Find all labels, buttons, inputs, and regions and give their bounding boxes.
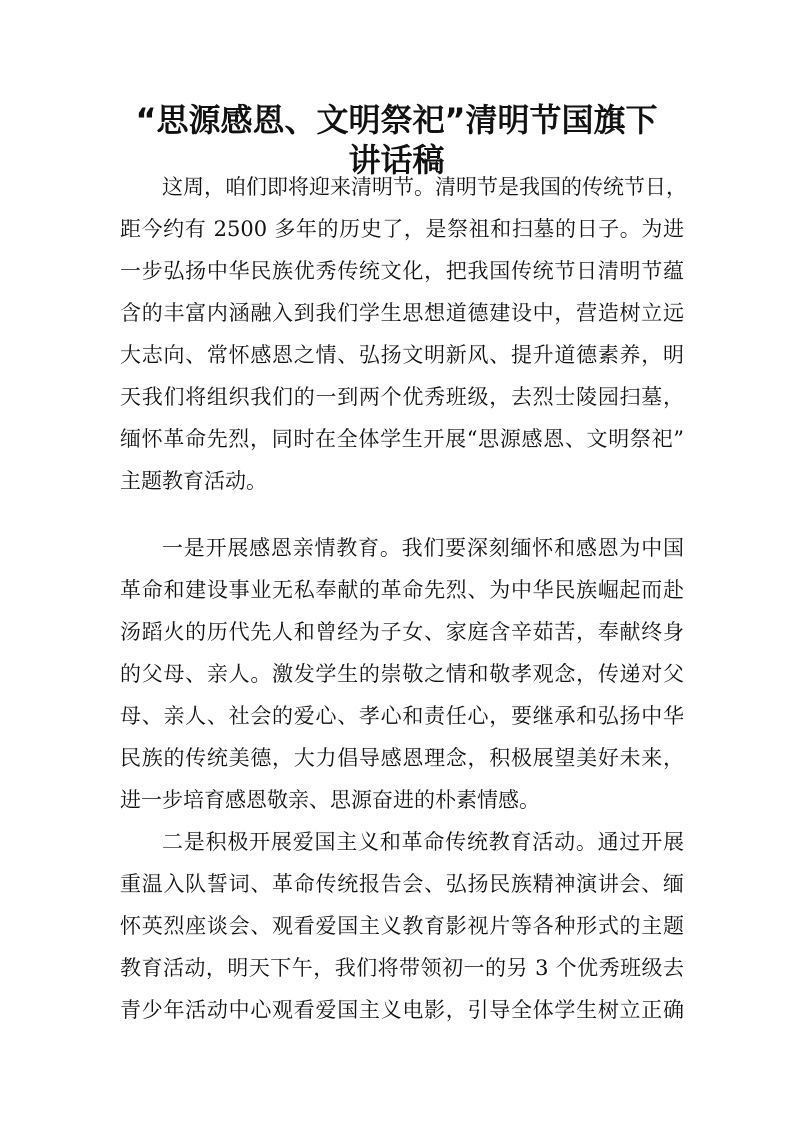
text-line: 母、亲人、社会的爱心、孝心和责任心，要继承和弘扬中华	[120, 704, 684, 728]
text-line: 教育活动，明天下午，我们将带领初一的另 3 个优秀班级去	[120, 956, 684, 980]
text-line: 大志向、常怀感恩之情、弘扬文明新风、提升道德素养，明	[120, 343, 684, 367]
text-line: 一步弘扬中华民族优秀传统文化，把我国传统节日清明节蕴	[120, 259, 684, 283]
paragraph-patriotic-education	[120, 821, 684, 1031]
document-title-line-1: “思源感恩、文明祭祀”清明节国旗下	[135, 101, 658, 139]
text-line: 怀英烈座谈会、观看爱国主义教育影视片等各种形式的主题	[120, 914, 684, 938]
text-line: 一是开展感恩亲情教育。我们要深刻缅怀和感恩为中国	[162, 536, 684, 560]
text-line: 主题教育活动。	[120, 469, 267, 493]
text-line: 含的丰富内涵融入到我们学生思想道德建设中，营造树立远	[120, 301, 684, 325]
paragraph-intro	[120, 166, 687, 502]
text-line: 重温入队誓词、革命传统报告会、弘扬民族精神演讲会、缅	[120, 872, 684, 896]
text-line: 汤蹈火的历代先人和曾经为子女、家庭含辛茹苦，奉献终身	[120, 620, 684, 644]
text-line: 进一步培育感恩敬亲、思源奋进的朴素情感。	[120, 788, 540, 812]
text-line: 革命和建设事业无私奉献的革命先烈、为中华民族崛起而赴	[120, 578, 684, 602]
text-line: 青少年活动中心观看爱国主义电影，引导全体学生树立正确	[120, 998, 684, 1022]
document-title-line-2: 讲话稿	[348, 141, 445, 179]
text-line: 这周，咱们即将迎来清明节。清明节是我国的传统节日，	[162, 175, 687, 199]
text-line: 的父母、亲人。激发学生的崇敬之情和敬孝观念，传递对父	[120, 662, 684, 686]
paragraph-gratitude-education	[120, 527, 684, 821]
text-line: 距今约有 2500 多年的历史了，是祭祖和扫墓的日子。为进	[120, 217, 684, 241]
text-line: 缅怀革命先烈，同时在全体学生开展“思源感恩、文明祭祀”	[120, 427, 684, 451]
text-line: 天我们将组织我们的一到两个优秀班级，去烈士陵园扫墓，	[120, 385, 684, 409]
text-line: 民族的传统美德，大力倡导感恩理念，积极展望美好未来，	[120, 746, 684, 770]
text-line: 二是积极开展爱国主义和革命传统教育活动。通过开展	[162, 830, 684, 854]
document-body	[120, 166, 687, 1031]
